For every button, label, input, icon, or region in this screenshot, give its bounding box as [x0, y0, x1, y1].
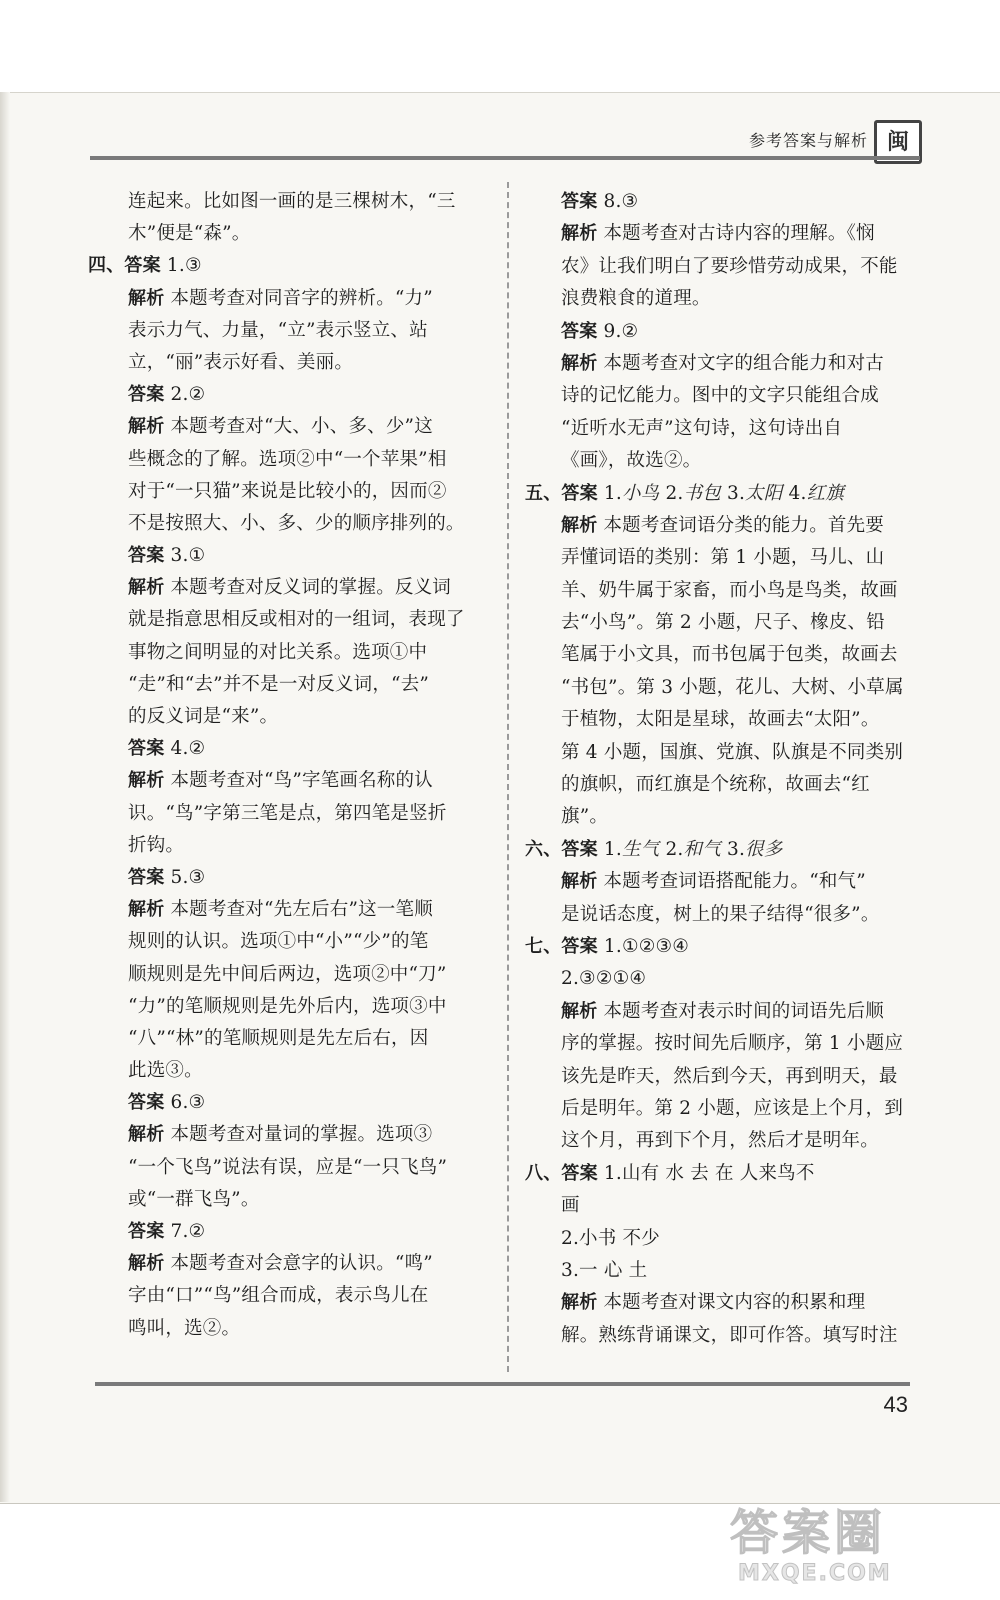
text-run: 4.②: [164, 738, 206, 760]
label-run: 解析: [128, 1253, 165, 1275]
handwritten-answer: 红旗: [806, 482, 844, 504]
text-run: 诗的记忆能力。图中的文字只能组合成: [561, 385, 879, 407]
text-run: 7.②: [164, 1221, 206, 1242]
text-run: 2.②: [164, 384, 206, 406]
text-line: [525, 769, 917, 801]
label-run: 答案: [128, 384, 165, 406]
label-run: 解析: [561, 352, 598, 374]
label-run: 答案: [128, 738, 165, 760]
text-run: 4.: [782, 482, 807, 504]
text-run: 本题考查对“大、小、多、少”这: [164, 416, 433, 438]
text-run: 本题考查对“先左后右”这一笔顺: [164, 899, 433, 921]
text-run: 表示力气、力量，“立”表示竖立、站: [128, 319, 428, 341]
text-run: 本题考查对会意字的认识。“鸣”: [164, 1253, 433, 1275]
text-line: [525, 1255, 917, 1287]
text-run: 本题考查对课文内容的积累和理: [597, 1292, 866, 1314]
label-run: 答案: [128, 1221, 165, 1242]
site-watermark: [730, 1505, 980, 1595]
text-run: 这个月，再到下个月，然后才是明年。: [561, 1130, 879, 1152]
text-line: [525, 1223, 917, 1255]
text-run: 1.: [597, 838, 622, 860]
text-line: [88, 347, 483, 379]
text-line: [525, 316, 917, 348]
text-line: [88, 701, 483, 733]
text-run: 3.一 心 土: [561, 1259, 648, 1281]
text-run: 顺规则是先中间后两边，选项②中“刀”: [128, 963, 447, 985]
text-run: 本题考查词语搭配能力。“和气”: [597, 871, 866, 893]
text-line: [88, 604, 483, 636]
text-run: 2.: [659, 482, 684, 504]
label-run: 解析: [561, 1000, 598, 1022]
text-run: 些概念的了解。选项②中“一个苹果”相: [128, 448, 447, 470]
text-run: 序的掌握。按时间先后顺序，第 1 小题应: [561, 1033, 904, 1055]
text-line: [88, 862, 483, 894]
text-line: [525, 542, 917, 574]
text-run: 本题考查对表示时间的词语先后顺: [597, 1000, 884, 1022]
text-run: 不是按照大、小、多、少的顺序排列的。: [128, 512, 465, 534]
text-line: [525, 1125, 917, 1157]
text-run: 2.③②①④: [561, 968, 647, 990]
text-run: 1.①②③④: [597, 935, 690, 957]
text-run: 此选③。: [128, 1060, 203, 1082]
handwritten-answer: 和气: [683, 838, 721, 860]
text-run: 《画》，故选②。: [561, 450, 702, 472]
text-line: [88, 476, 483, 508]
text-run: 木”便是“森”。: [128, 223, 251, 245]
text-run: 鸣叫，选②。: [128, 1317, 241, 1339]
text-line: [525, 1190, 917, 1222]
text-line: [525, 186, 917, 218]
label-run: 答案: [561, 482, 598, 504]
text-line: [525, 478, 917, 510]
text-line: [88, 315, 483, 347]
running-header-title: 参考答案与解析: [748, 131, 868, 150]
text-run: “力”的笔顺规则是先外后内，选项③中: [128, 995, 447, 1017]
text-line: [88, 1184, 483, 1216]
text-line: [88, 572, 483, 604]
text-line: [88, 508, 483, 540]
text-line: [525, 1093, 917, 1125]
text-run: 该先是昨天，然后到今天，再到明天，最: [561, 1065, 898, 1087]
text-run: 字由“口”“鸟”组合而成，表示鸟儿在: [128, 1285, 429, 1307]
text-run: 本题考查对量词的掌握。选项③: [164, 1124, 433, 1146]
text-run: 于植物，太阳是星球，故画去“太阳”。: [561, 709, 880, 731]
text-run: 解。熟练背诵课文，即可作答。填写时注: [561, 1324, 898, 1346]
handwritten-answer: 书包: [683, 482, 721, 504]
text-line: [88, 926, 483, 958]
site-watermark-title: 答案圈: [730, 1505, 887, 1561]
text-run: 对于“一只猫”来说是比较小的，因而②: [128, 480, 447, 502]
text-run: 本题考查词语分类的能力。首先要: [597, 514, 884, 536]
text-run: 2.小书 不少: [561, 1227, 660, 1249]
text-line: [525, 834, 917, 866]
text-run: 羊、奶牛属于家畜，而小鸟是鸟类，故画: [561, 579, 898, 601]
label-run: 答案: [561, 838, 598, 860]
text-line: [88, 379, 483, 411]
label-run: 答案: [128, 1092, 165, 1114]
label-run: 答案: [128, 866, 165, 888]
text-line: [88, 283, 483, 315]
text-run: 3.: [720, 838, 746, 860]
text-line: [88, 444, 483, 476]
text-line: [525, 380, 917, 412]
text-line: [88, 250, 483, 282]
text-line: [88, 1119, 483, 1151]
text-run: 2.: [659, 838, 684, 860]
label-run: 解析: [561, 871, 598, 893]
text-run: 3.: [720, 482, 746, 504]
text-line: [525, 413, 917, 445]
text-line: [88, 218, 483, 250]
text-line: [88, 894, 483, 926]
text-line: [88, 733, 483, 765]
text-run: “八”“林”的笔顺规则是先左后右，因: [128, 1027, 429, 1049]
text-run: 8.③: [597, 191, 639, 212]
text-line: [88, 1055, 483, 1087]
text-line: [525, 996, 917, 1028]
region-badge: 闽: [874, 120, 922, 164]
text-run: 去“小鸟”。第 2 小题，尺子、橡皮、铅: [561, 612, 885, 634]
text-run: 识。“鸟”字第三笔是点，第四笔是竖折: [128, 802, 447, 824]
text-run: 本题考查对古诗内容的理解。《悯: [597, 223, 875, 245]
text-line: [88, 669, 483, 701]
text-line: [525, 575, 917, 607]
text-run: 1.③: [160, 255, 202, 277]
page-number: 43: [883, 1392, 908, 1417]
handwritten-answer: 很多: [745, 838, 783, 860]
text-run: 连起来。比如图一画的是三棵树木，“三: [128, 191, 456, 212]
section-number: 七、: [525, 935, 562, 957]
column-divider: [507, 182, 509, 1372]
text-run: 事物之间明显的对比关系。选项①中: [128, 641, 428, 663]
text-run: 画: [561, 1195, 580, 1217]
text-line: [88, 959, 483, 991]
label-run: 解析: [128, 577, 165, 599]
text-run: 的反义词是“来”。: [128, 706, 279, 727]
text-line: [88, 1216, 483, 1248]
handwritten-answer: 生气: [621, 838, 660, 860]
text-line: [525, 866, 917, 898]
text-line: [525, 737, 917, 769]
text-line: [525, 899, 917, 931]
text-line: [525, 348, 917, 380]
text-line: [525, 510, 917, 542]
text-run: “近听水无声”这句诗，这句诗出自: [561, 417, 843, 439]
text-line: [525, 704, 917, 736]
text-run: 浪费粮食的道理。: [561, 288, 711, 310]
text-line: [88, 1280, 483, 1312]
text-run: “书包”。第 3 小题，花儿、大树、小草属: [561, 676, 904, 698]
text-run: 6.③: [164, 1092, 206, 1114]
text-run: 后是明年。第 2 小题，应该是上个月，到: [561, 1097, 904, 1119]
footer-rule: [95, 1382, 910, 1386]
text-line: [88, 1248, 483, 1280]
text-line: [88, 798, 483, 830]
text-run: 弄懂词语的类别：第 1 小题，马儿、山: [561, 547, 885, 569]
label-run: 解析: [128, 416, 165, 438]
text-line: [88, 1313, 483, 1345]
text-line: [525, 963, 917, 995]
text-line: [88, 186, 483, 218]
text-run: 规则的认识。选项①中“小”“少”的笔: [128, 931, 429, 953]
text-run: 笔属于小文具，而书包属于包类，故画去: [561, 644, 898, 666]
label-run: 答案: [561, 935, 598, 957]
label-run: 答案: [561, 191, 598, 212]
page-edge-shadow: [0, 92, 10, 1502]
text-line: [88, 1087, 483, 1119]
text-line: [525, 1158, 917, 1190]
header-rule: [90, 156, 920, 160]
text-run: 折钩。: [128, 834, 185, 856]
text-line: [525, 1061, 917, 1093]
text-line: [88, 765, 483, 797]
text-run: 农》让我们明白了要珍惜劳动成果，不能: [561, 255, 898, 277]
label-run: 解析: [128, 770, 165, 792]
text-run: 1.山有 水 去 在 人来鸟不: [597, 1162, 815, 1184]
section-number: 六、: [525, 838, 562, 860]
text-run: 本题考查对反义词的掌握。反义词: [164, 577, 451, 599]
label-run: 答案: [128, 545, 165, 567]
label-run: 解析: [128, 287, 165, 309]
text-line: [525, 1028, 917, 1060]
site-watermark-url: MXQE.COM: [738, 1561, 892, 1586]
right-column: [525, 186, 917, 1352]
label-run: 解析: [561, 1292, 598, 1314]
label-run: 解析: [561, 514, 598, 536]
text-run: 的旗帜，而红旗是个统称，故画去“红: [561, 774, 870, 796]
text-run: 9.②: [597, 320, 639, 342]
text-line: [525, 607, 917, 639]
label-run: 答案: [561, 1162, 598, 1184]
text-line: [525, 283, 917, 315]
label-run: 答案: [124, 255, 161, 277]
text-run: “一个飞鸟”说法有误，应是“一只飞鸟”: [128, 1156, 448, 1178]
text-line: [525, 1287, 917, 1319]
left-column: [88, 186, 483, 1345]
section-number: 八、: [525, 1162, 562, 1184]
text-line: [525, 672, 917, 704]
text-run: 本题考查对“鸟”字笔画名称的认: [164, 770, 433, 792]
text-run: 是说话态度，树上的果子结得“很多”。: [561, 903, 880, 925]
text-run: 或“一群飞鸟”。: [128, 1188, 260, 1210]
text-run: 本题考查对文字的组合能力和对古: [597, 352, 884, 374]
text-run: 5.③: [164, 866, 206, 888]
text-line: [525, 639, 917, 671]
text-line: [88, 1152, 483, 1184]
handwritten-answer: 太阳: [745, 482, 783, 504]
text-line: [88, 991, 483, 1023]
text-line: [88, 637, 483, 669]
text-line: [525, 445, 917, 477]
text-run: 第 4 小题，国旗、党旗、队旗是不同类别: [561, 741, 904, 763]
text-run: 本题考查对同音字的辨析。“力”: [164, 287, 433, 309]
text-run: 3.①: [164, 545, 206, 567]
text-line: [88, 411, 483, 443]
text-line: [525, 801, 917, 833]
text-run: 旗”。: [561, 806, 609, 828]
label-run: 答案: [561, 320, 598, 342]
section-number: 五、: [525, 482, 562, 504]
section-number: 四、: [88, 255, 125, 277]
text-run: 1.: [597, 482, 622, 504]
handwritten-answer: 小鸟: [621, 482, 660, 504]
label-run: 解析: [128, 899, 165, 921]
label-run: 解析: [561, 223, 598, 245]
label-run: 解析: [128, 1124, 165, 1146]
text-line: [525, 1320, 917, 1352]
text-line: [525, 218, 917, 250]
text-line: [525, 251, 917, 283]
text-run: “走”和“去”并不是一对反义词，“去”: [128, 673, 430, 695]
text-line: [88, 540, 483, 572]
text-line: [525, 931, 917, 963]
text-line: [88, 1023, 483, 1055]
text-run: 立，“丽”表示好看、美丽。: [128, 351, 354, 373]
text-run: 就是指意思相反或相对的一组词，表现了: [128, 609, 465, 631]
text-line: [88, 830, 483, 862]
